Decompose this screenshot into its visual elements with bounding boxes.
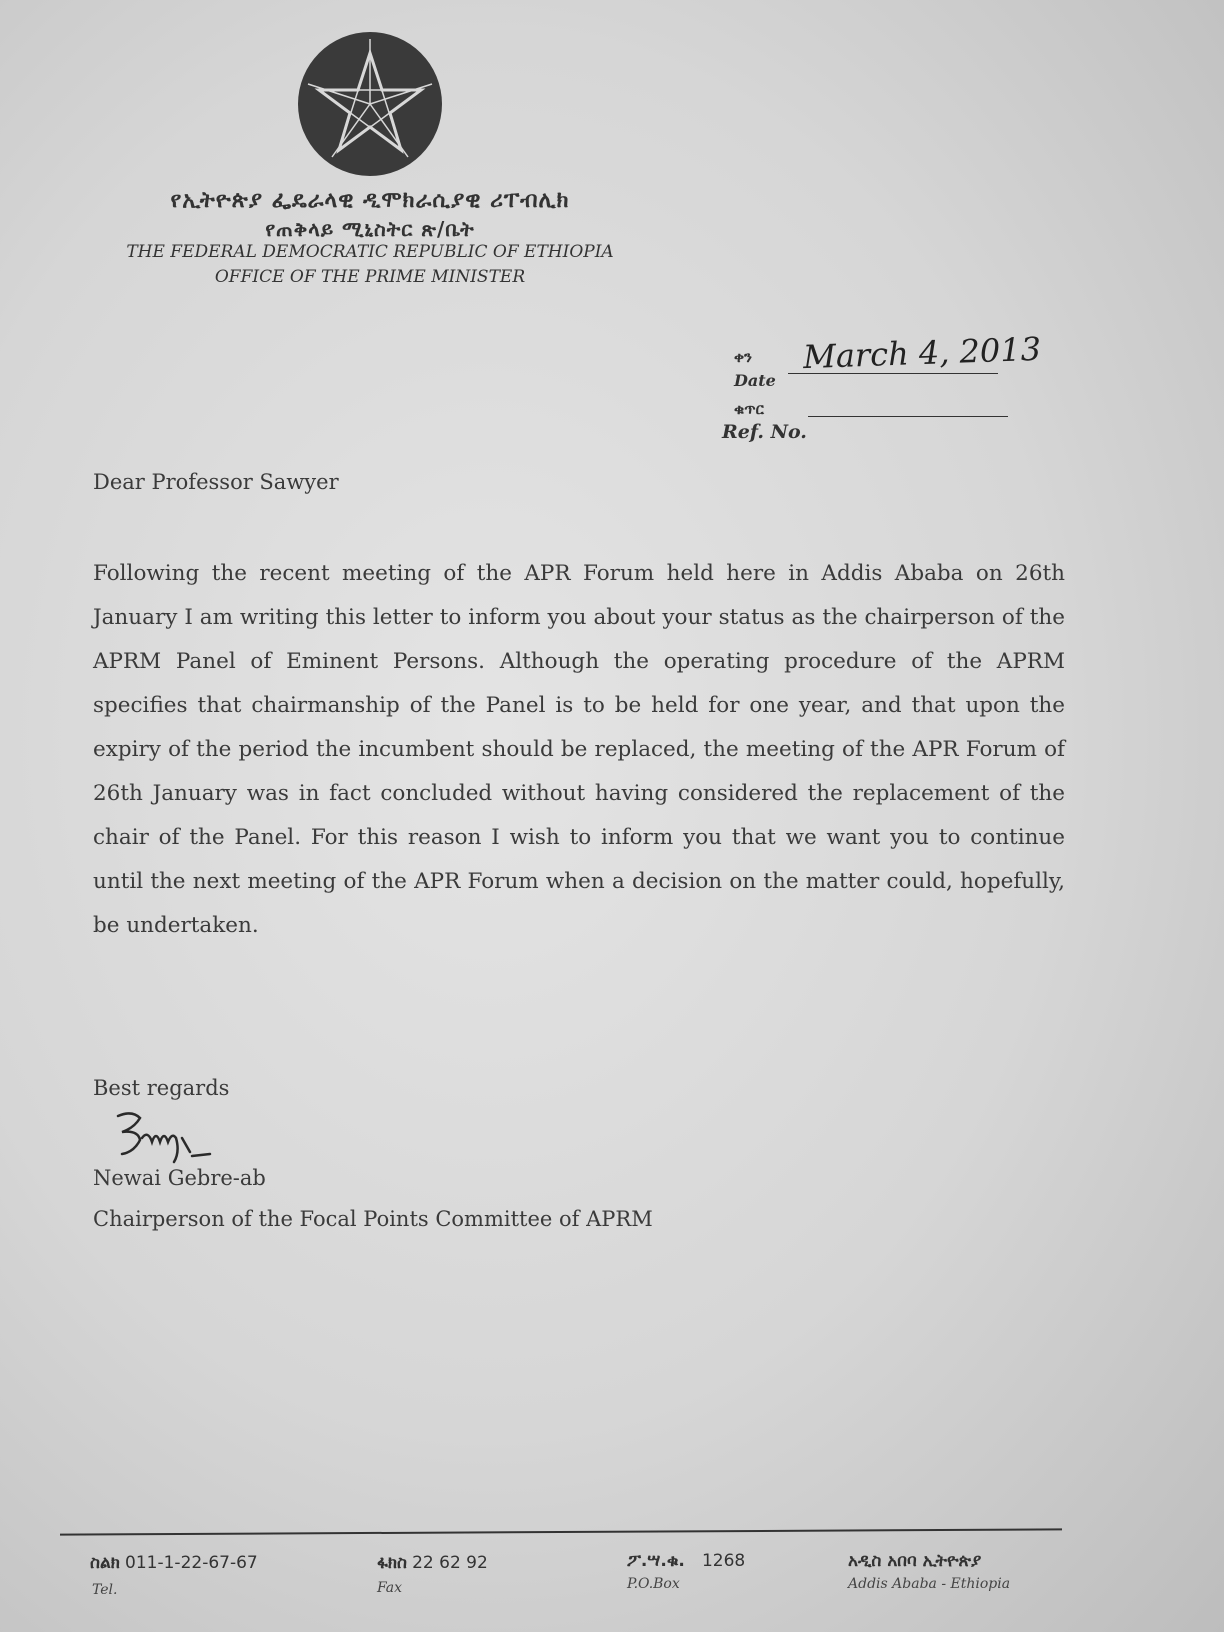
fax-label: Fax	[377, 1580, 403, 1596]
tel-label-amharic: ስልክ	[90, 1553, 120, 1573]
city-label: Addis Ababa - Ethiopia	[848, 1576, 1011, 1592]
star-emblem-icon	[297, 31, 443, 177]
tel-value: 011-1-22-67-67	[125, 1553, 258, 1573]
emblem-seal	[297, 31, 443, 177]
signature	[110, 1108, 220, 1172]
ref-label: Ref. No.	[722, 421, 807, 443]
closing: Best regards	[93, 1076, 230, 1100]
letterhead-amharic-country: የኢትዮጵያ ፌዴራላዊ ዲሞክራሲያዊ ሪፐብሊክ	[170, 188, 570, 213]
footer-fax	[377, 1553, 488, 1573]
letterhead-office: OFFICE OF THE PRIME MINISTER	[214, 267, 526, 287]
tel-label: Tel.	[92, 1582, 118, 1598]
signer-name: Newai Gebre-ab	[93, 1166, 266, 1190]
footer-tel	[90, 1553, 258, 1573]
letter-body: Following the recent meeting of the APR Forum held here in Addis Ababa on 26th January I am writing this letter to inform you about your status as the chairperson of the APRM Panel of Eminent Persons. Although the operating procedure of the APRM specifies that chairmanship of the Panel is to be held for one year, and that upon the expiry of the period the incumbent should be replaced, the meeting of the APR Forum of 26th January was in fact concluded without having considered the replacement of the chair of the Panel. For this reason I wish to inform you that we want you to continue until the next meeting of the APR Forum when a decision on the matter could, hopefully, be undertaken.	[93, 561, 1065, 938]
date-label-amharic: ቀን	[734, 348, 752, 366]
pobox-label: P.O.Box	[627, 1576, 680, 1592]
ref-label-amharic: ቁጥር	[734, 400, 764, 418]
pobox-value: 1268	[701, 1551, 746, 1571]
date-value: March 4, 2013	[802, 329, 1042, 377]
fax-label-amharic: ፋክስ	[377, 1553, 407, 1573]
signer-title: Chairperson of the Focal Points Committee of APRM	[93, 1207, 653, 1231]
city-amharic: አዲስ አበባ ኢትዮጵያ	[848, 1551, 982, 1571]
fax-value: 22 62 92	[412, 1553, 488, 1573]
footer-rule	[60, 1528, 1062, 1535]
footer-pobox	[627, 1551, 745, 1571]
letterhead-amharic-office: የጠቅላይ ሚኒስትር ጽ/ቤት	[265, 217, 475, 241]
salutation: Dear Professor Sawyer	[93, 470, 339, 494]
pobox-label-amharic: ፖ.ሣ.ቁ.	[627, 1551, 685, 1571]
ref-line	[808, 416, 1008, 417]
date-label: Date	[734, 371, 776, 390]
letterhead-country: THE FEDERAL DEMOCRATIC REPUBLIC OF ETHIOPIA	[126, 242, 614, 262]
